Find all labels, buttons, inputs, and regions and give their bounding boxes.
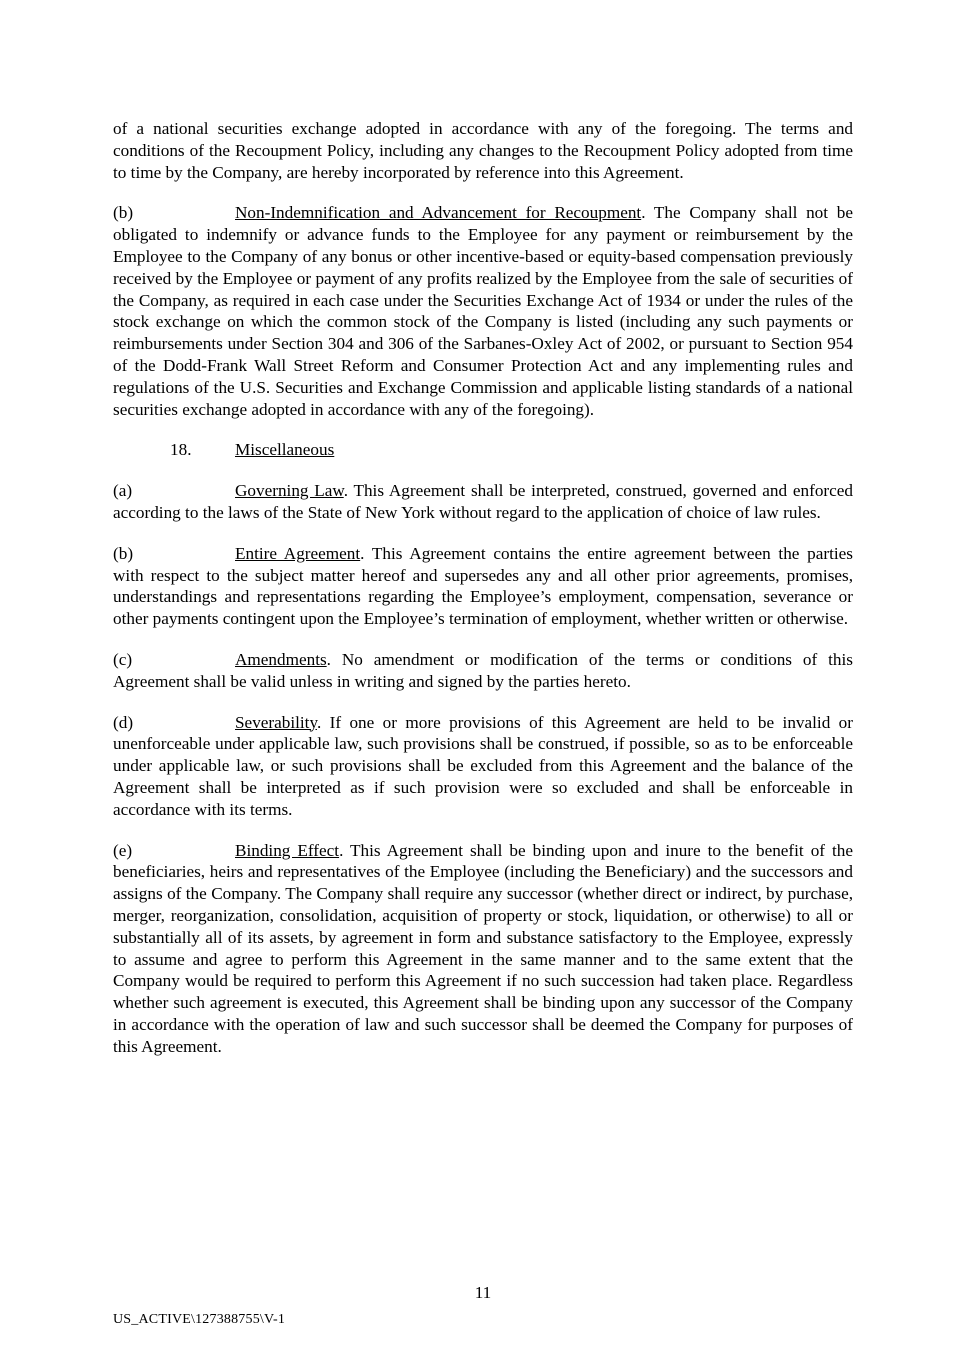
section-title: Miscellaneous — [235, 440, 335, 460]
footer-document-code: US_ACTIVE\127388755\V-1 — [113, 1312, 286, 1327]
list-title-b: Non-Indemnification and Advancement for Recoupment — [235, 203, 642, 223]
list-body-c: . No amendment or modification of the terms or conditions of this Agreement shall be valid unless in writing and signed by the parties hereto. — [113, 649, 853, 691]
section-number: 18. — [170, 440, 192, 460]
list-title-b2: Entire Agreement — [235, 543, 361, 563]
section-heading-18 — [113, 439, 853, 461]
list-label-a: (a) — [113, 481, 133, 501]
paragraph-item-b — [113, 202, 853, 420]
page-number: 11 — [474, 1283, 492, 1302]
list-title-a: Governing Law — [235, 481, 344, 501]
list-label-e: (e) — [113, 840, 133, 860]
list-body-b2: . This Agreement contains the entire agreement between the parties with respect to the subject matter hereof and supersedes any and all other prior agreements, promises, understandings and representations regarding the Employee’s employment, compensation, severance or other payments contingent upon the Employee’s termination of employment, whether written or otherwise. — [113, 543, 853, 629]
list-title-d: Severability — [235, 712, 317, 732]
list-title-e: Binding Effect — [235, 840, 340, 860]
list-label-c: (c) — [113, 649, 133, 669]
paragraph-item-e — [113, 840, 853, 1058]
paragraph-item-a — [113, 480, 853, 524]
list-label-b2: (b) — [113, 543, 134, 563]
list-body-d: . If one or more provisions of this Agreement are held to be invalid or unenforceable under applicable law, such provisions shall be construed, if possible, so as to be enforceable under applicable law, or such provisions shall be excluded from this Agreement and the balance of the Agreement shall be interpreted as if such provision were so excluded and shall be enforceable in accordance with its terms. — [113, 712, 853, 819]
list-body-b: . The Company shall not be obligated to indemnify or advance funds to the Employee for any payment or reimbursement by the Employee to the Company of any bonus or other incentive-based or equity-based compensation previously received by the Employee or payment of any profits realized by the Employee from the sale of securities of the Company, as required in each case under the Securities Exchange Act of 1934 or under the rules of the stock exchange on which the common stock of the Company is listed (including any such payments or reimbursements under Section 304 and 306 of the Sarbanes-Oxley Act of 2002, or pursuant to Section 954 of the Dodd-Frank Wall Street Reform and Consumer Protection Act and any implementing rules and regulations of the U.S. Securities and Exchange Commission and applicable listing standards of a national securities exchange adopted in accordance with any of the foregoing). — [113, 203, 853, 419]
list-body-e: . This Agreement shall be binding upon and inure to the benefit of the beneficiaries, heirs and representatives of the Employee (including the Beneficiary) and the successors and assigns of the Company. The Company shall require any successor (whether direct or indirect, by purchase, merger, reorganization, consolidation, acquisition of property or stock, liquidation, or otherwise) to all or substantially all of its assets, by agreement in form and substance satisfactory to the Employee, expressly to assume and agree to perform this Agreement in the same manner and to the same extent that the Company would be required to perform this Agreement if no such succession had taken place. Regardless whether such agreement is executed, this Agreement shall be binding upon any successor of the Company in accordance with the operation of law and such successor shall be deemed the Company for purposes of this Agreement. — [113, 840, 854, 1056]
paragraph-item-c — [113, 649, 853, 693]
paragraph-continued: of a national securities exchange adopted in accordance with any of the foregoing. The terms and conditions of the Recoupment Policy, including any changes to the Recoupment Policy adopted from time to time by the Company, are hereby incorporated by reference into this Agreement. — [113, 119, 853, 182]
list-label-d: (d) — [113, 712, 134, 732]
list-label-b: (b) — [113, 203, 134, 223]
list-body-a: . This Agreement shall be interpreted, construed, governed and enforced according to the laws of the State of New York without regard to the application of choice of law rules. — [113, 481, 853, 522]
paragraph-item-b2 — [113, 543, 853, 630]
list-title-c: Amendments — [235, 649, 327, 669]
paragraph-item-d — [113, 712, 853, 821]
